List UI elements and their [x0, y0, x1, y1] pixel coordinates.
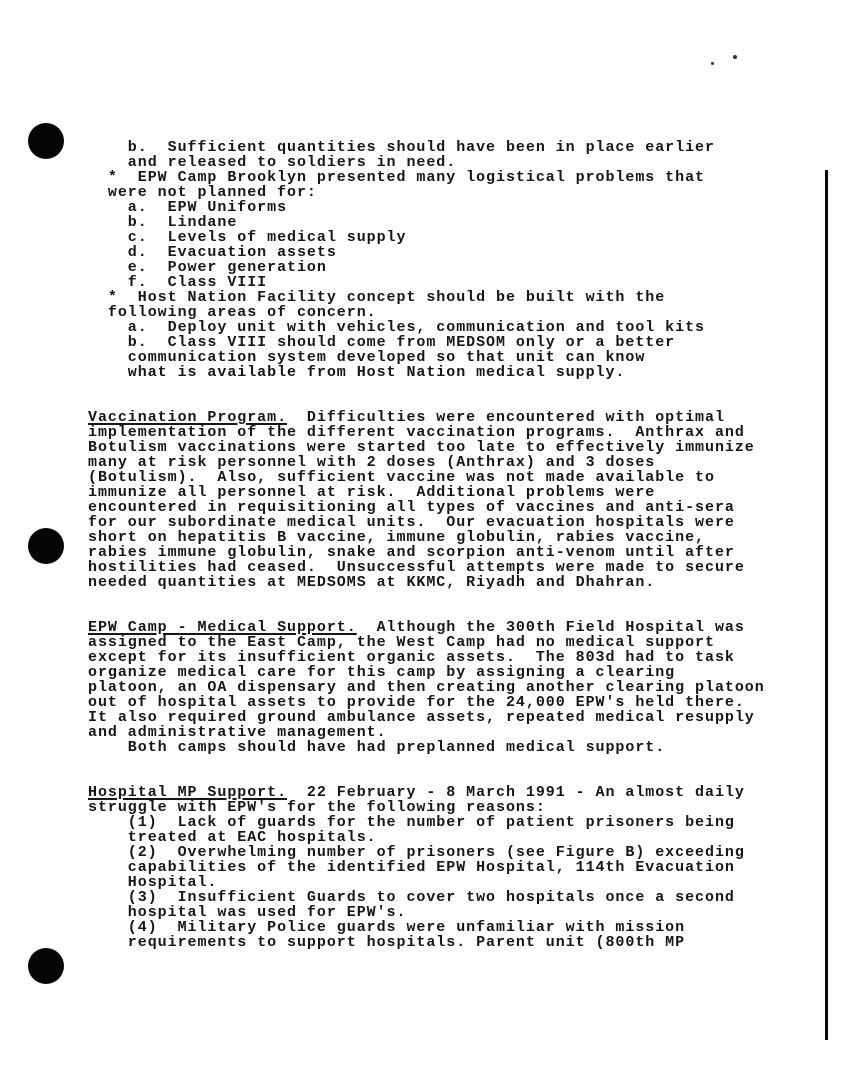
- section-hospital-mp-support: [88, 785, 808, 950]
- section-heading-line: [88, 785, 808, 800]
- hole-punch-top: [28, 123, 64, 159]
- text-line: organize medical care for this camp by assigning a clearing: [88, 664, 676, 681]
- text-line: b. Sufficient quantities should have been in place earlier: [88, 139, 715, 156]
- text-line: (1) Lack of guards for the number of patient prisoners being: [88, 814, 735, 831]
- text-line: were not planned for:: [88, 184, 317, 201]
- text-line: for our subordinate medical units. Our evacuation hospitals were: [88, 514, 735, 531]
- text-line: except for its insufficient organic assets. The 803d had to task: [88, 649, 735, 666]
- text-line: a. Deploy unit with vehicles, communication and tool kits: [88, 319, 705, 336]
- text-line: needed quantities at MEDSOMS at KKMC, Riyadh and Dhahran.: [88, 574, 656, 591]
- text-line: and released to soldiers in need.: [88, 154, 457, 171]
- text-line: requirements to support hospitals. Parent unit (800th MP: [88, 934, 686, 951]
- text-line: platoon, an OA dispensary and then creating another clearing platoon: [88, 679, 765, 696]
- text-line: implementation of the different vaccination programs. Anthrax and: [88, 424, 745, 441]
- text-line: (4) Military Police guards were unfamiliar with mission: [88, 919, 686, 936]
- text-line: It also required ground ambulance assets, repeated medical resupply: [88, 709, 755, 726]
- heading-line-rest: Although the 300th Field Hospital was: [356, 619, 745, 636]
- text-line: capabilities of the identified EPW Hospital, 114th Evacuation: [88, 859, 735, 876]
- text-line: immunize all personnel at risk. Additional problems were: [88, 484, 656, 501]
- heading-line-rest: 22 February - 8 March 1991 - An almost daily: [287, 784, 745, 801]
- text-line: hostilities had ceased. Unsuccessful attempts were made to secure: [88, 559, 745, 576]
- text-line: * Host Nation Facility concept should be built with the: [88, 289, 666, 306]
- text-line: rabies immune globulin, snake and scorpion anti-venom until after: [88, 544, 735, 561]
- section-epw-camp-medical-support: [88, 620, 808, 755]
- text-line: a. EPW Uniforms: [88, 199, 288, 216]
- text-line: (3) Insufficient Guards to cover two hospitals once a second: [88, 889, 735, 906]
- text-line: (Botulism). Also, sufficient vaccine was not made available to: [88, 469, 715, 486]
- section-heading: Vaccination Program.: [88, 409, 288, 426]
- continued-list-block: [88, 140, 808, 380]
- text-line: and administrative management.: [88, 724, 387, 741]
- text-line: hospital was used for EPW's.: [88, 904, 407, 921]
- document-body: [88, 140, 808, 950]
- text-line: short on hepatitis B vaccine, immune globulin, rabies vaccine,: [88, 529, 705, 546]
- text-line: d. Evacuation assets: [88, 244, 337, 261]
- section-heading: EPW Camp - Medical Support.: [88, 619, 357, 636]
- scan-edge-line: [825, 170, 828, 1040]
- text-line: communication system developed so that unit can know: [88, 349, 646, 366]
- text-line: (2) Overwhelming number of prisoners (see Figure B) exceeding: [88, 844, 745, 861]
- text-line: f. Class VIII: [88, 274, 268, 291]
- text-line: following areas of concern.: [88, 304, 377, 321]
- section-heading-line: [88, 620, 808, 635]
- text-line: Both camps should have had preplanned medical support.: [88, 739, 666, 756]
- text-line: Botulism vaccinations were started too late to effectively immunize: [88, 439, 755, 456]
- hole-punch-middle: [28, 528, 64, 564]
- text-line: out of hospital assets to provide for the 24,000 EPW's held there.: [88, 694, 745, 711]
- text-line: many at risk personnel with 2 doses (Anthrax) and 3 doses: [88, 454, 656, 471]
- text-line: b. Class VIII should come from MEDSOM only or a better: [88, 334, 676, 351]
- scan-speck: [711, 62, 714, 65]
- text-line: e. Power generation: [88, 259, 327, 276]
- heading-line-rest: Difficulties were encountered with optimal: [287, 409, 725, 426]
- text-line: what is available from Host Nation medical supply.: [88, 364, 626, 381]
- section-heading: Hospital MP Support.: [88, 784, 288, 801]
- text-line: struggle with EPW's for the following reasons:: [88, 799, 546, 816]
- hole-punch-bottom: [28, 948, 64, 984]
- scan-speck: [733, 55, 737, 59]
- text-line: c. Levels of medical supply: [88, 229, 407, 246]
- text-line: Hospital.: [88, 874, 218, 891]
- text-line: * EPW Camp Brooklyn presented many logistical problems that: [88, 169, 705, 186]
- text-line: b. Lindane: [88, 214, 238, 231]
- section-heading-line: [88, 410, 808, 425]
- text-line: assigned to the East Camp, the West Camp had no medical support: [88, 634, 715, 651]
- text-line: encountered in requisitioning all types of vaccines and anti-sera: [88, 499, 735, 516]
- section-vaccination-program: [88, 410, 808, 590]
- text-line: treated at EAC hospitals.: [88, 829, 377, 846]
